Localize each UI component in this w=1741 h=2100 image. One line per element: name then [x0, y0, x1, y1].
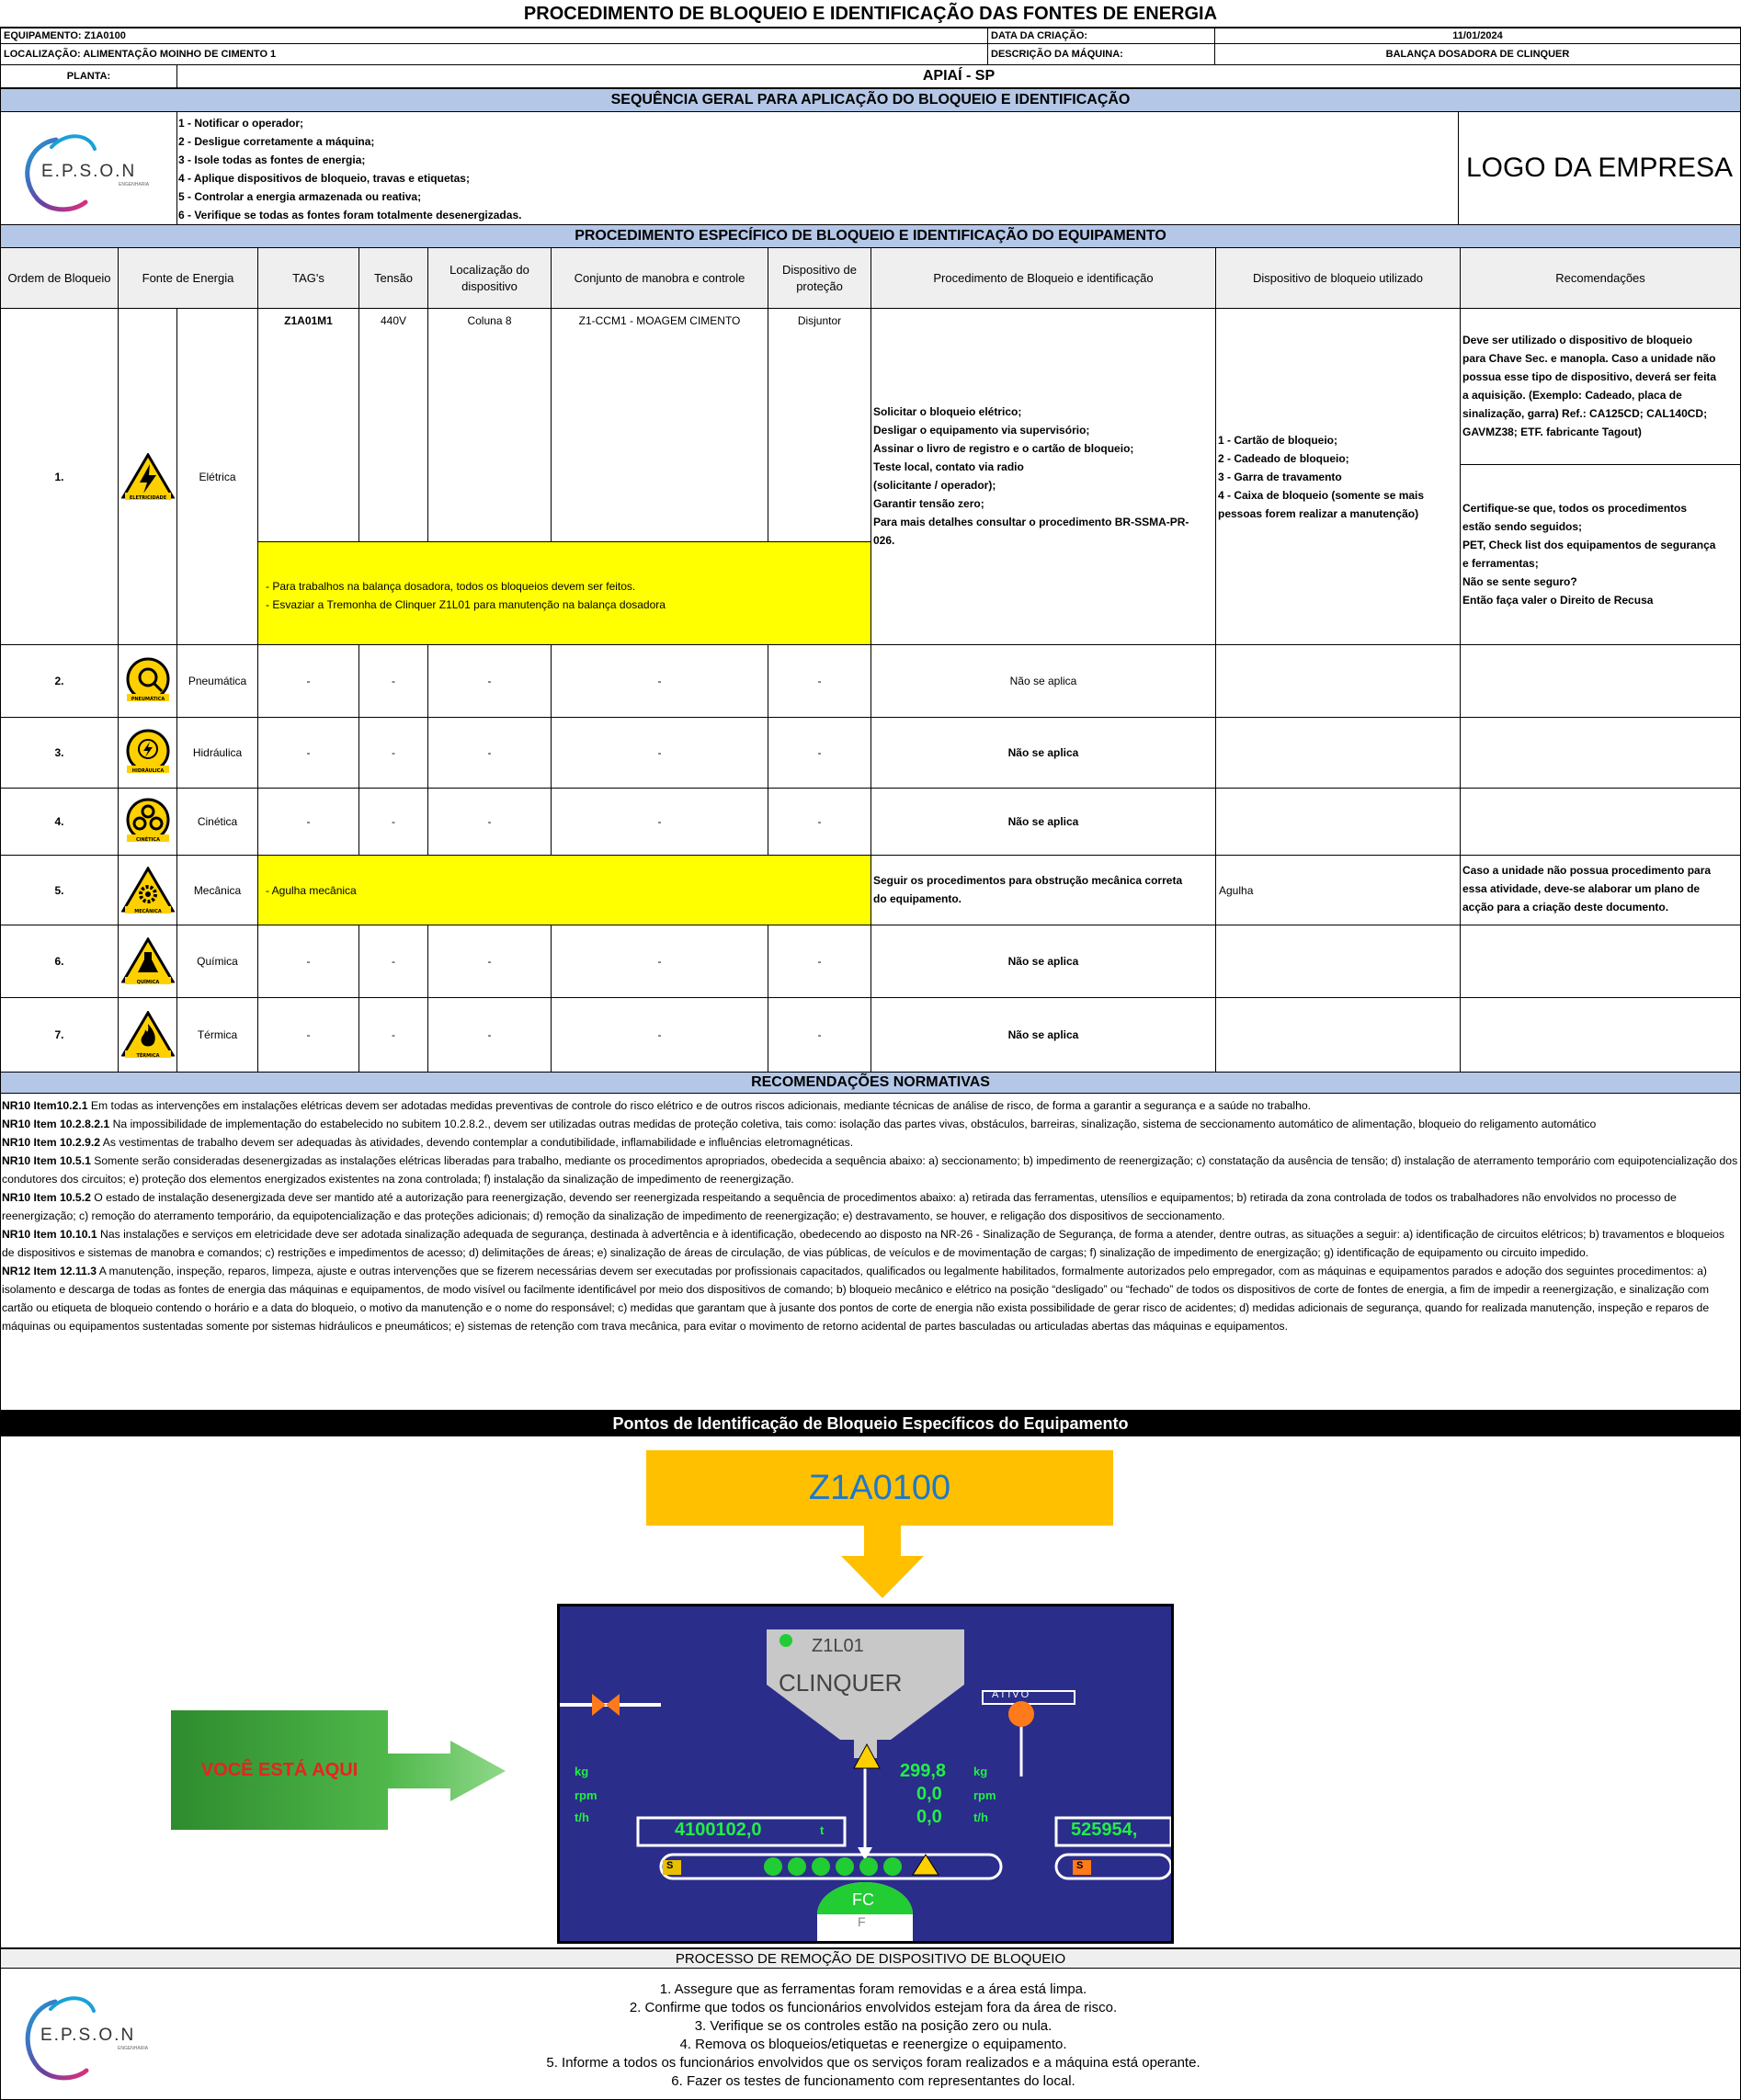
row3-order: 3. — [0, 717, 119, 789]
you-are-here-label: VOCÊ ESTÁ AQUI — [171, 1710, 388, 1830]
row4-icon-cell — [118, 788, 177, 856]
row5-order: 5. — [0, 855, 119, 925]
normativas-text — [2, 1096, 1739, 1335]
general-sequence-title: SEQUÊNCIA GERAL PARA APLICAÇÃO DO BLOQUEIO E IDENTIFICAÇÃO — [0, 88, 1741, 112]
normativa-ref: NR10 Item 10.2.8.2.1 — [2, 1118, 110, 1130]
general-step: 2 - Desligue corretamente a máquina; — [178, 135, 375, 148]
procedure-line: 026. — [873, 534, 895, 547]
hopper-label: CLINQUER — [779, 1669, 903, 1697]
recommend-line: Não se sente seguro? — [1462, 575, 1577, 588]
row4-tag: - — [257, 788, 359, 856]
normativa-item — [2, 1096, 1739, 1115]
row4-switchgear: - — [551, 788, 768, 856]
recommend-line: Caso a unidade não possua procedimento para — [1462, 864, 1712, 877]
device-line: 1 - Cartão de bloqueio; — [1218, 434, 1338, 447]
row6-switchgear: - — [551, 925, 768, 998]
row4-protection: - — [768, 788, 871, 856]
icon-label: HIDRÁULICA — [131, 768, 164, 774]
normativa-ref: NR10 Item10.2.1 — [2, 1099, 88, 1112]
procedure-line: do equipamento. — [873, 892, 962, 905]
col-header-source: Fonte de Energia — [118, 247, 258, 309]
normativa-ref: NR12 Item 12.11.3 — [2, 1265, 97, 1277]
row6-order: 6. — [0, 925, 119, 998]
row7-switchgear: - — [551, 997, 768, 1073]
row1-procedure — [870, 308, 1216, 645]
general-step: 1 - Notificar o operador; — [178, 117, 304, 130]
normativa-ref: NR10 Item 10.5.1 — [2, 1154, 91, 1167]
row4-procedure: Não se aplica — [870, 788, 1216, 856]
procedure-line: Solicitar o bloqueio elétrico; — [873, 405, 1022, 418]
row4-location: - — [427, 788, 552, 856]
row7-voltage: - — [358, 997, 428, 1073]
row3-switchgear: - — [551, 717, 768, 789]
general-step: 6 - Verifique se todas as fontes foram totalmente desenergizadas. — [178, 209, 522, 221]
row4-recommendations — [1460, 788, 1741, 856]
general-step: 5 - Controlar a energia armazenada ou reativa; — [178, 190, 422, 203]
recommend-line: estão sendo seguidos; — [1462, 520, 1583, 533]
normativa-text: Nas instalações e serviços em eletricidade deve ser adotada sinalização adequada de segurança, destinada à advertência e à identificação, obedecendo ao disposto na NR-26 - Sinalização de Segurança, de forma a atender, dentre outras, as situações a seguir: a) identificação de circuitos elétricos; b) travamentos e bloqueios de dispositivos e sistemas de manobra e comandos; c) restrições e impedimentos de acesso; d) delimitações de áreas; e) sinalização de áreas de circulação, de vias públicas, de veículos e de movimentação de cargas; f) sinalização de impedimento de energização; g) identificação de equipamento ou circuito impedido. — [2, 1228, 1724, 1259]
row2-icon-cell — [118, 644, 177, 718]
removal-title: PROCESSO DE REMOÇÃO DE DISPOSITIVO DE BLOQUEIO — [0, 1948, 1741, 1969]
plant-value: APIAÍ - SP — [176, 64, 1741, 88]
icon-label: QUÍMICA — [136, 980, 159, 985]
company-logo-placeholder: LOGO DA EMPRESA — [1458, 111, 1741, 225]
epson-logo-sub: ENGENHARIA — [118, 2046, 149, 2051]
device-line: pessoas forem realizar a manutenção) — [1218, 507, 1419, 520]
row2-order: 2. — [0, 644, 119, 718]
row1-recommend-top — [1460, 308, 1741, 465]
row7-icon-cell — [118, 997, 177, 1073]
normativa-text: Na impossibilidade de implementação do estabelecido no subitem 10.2.8.2., devem ser utilizadas outras medidas de proteção coletiva, tais como: isolação das partes vivas, obstáculos, barreiras, sinalização, sistema de seccionamento automático de alimentação, bloqueio do religamento automático — [109, 1118, 1597, 1130]
hopper-tag: Z1L01 — [812, 1636, 864, 1656]
normativa-item — [2, 1262, 1739, 1335]
row2-tag: - — [257, 644, 359, 718]
row2-protection: - — [768, 644, 871, 718]
row2-location: - — [427, 644, 552, 718]
equipment-label: EQUIPAMENTO: Z1A0100 — [0, 28, 988, 44]
total-unit: t — [820, 1823, 825, 1837]
removal-steps — [276, 1981, 1471, 2091]
procedure-line: Desligar o equipamento via supervisório; — [873, 424, 1090, 437]
row1-order: 1. — [0, 308, 119, 645]
row1-protection: Disjuntor — [768, 308, 871, 542]
row2-source: Pneumática — [176, 644, 258, 718]
right-arrow-icon — [386, 1741, 506, 1801]
row4-source: Cinética — [176, 788, 258, 856]
total-value: 4100102,0 — [675, 1820, 762, 1840]
hydraulic-hazard-icon — [121, 729, 175, 777]
epson-logo-box — [0, 111, 177, 225]
row5-procedure — [870, 855, 1216, 925]
row7-lock-device — [1215, 997, 1461, 1073]
row3-recommendations — [1460, 717, 1741, 789]
recommend-line: sinalização, garra) Ref.: CA125CD; CAL140CD; — [1462, 407, 1708, 420]
recommend-line: acção para a criação deste documento. — [1462, 901, 1669, 914]
row3-procedure: Não se aplica — [870, 717, 1216, 789]
col-header-lock-device: Dispositivo de bloqueio utilizado — [1215, 247, 1461, 309]
row2-switchgear: - — [551, 644, 768, 718]
machine-description-value: BALANÇA DOSADORA DE CLINQUER — [1214, 43, 1741, 65]
s-marker: S — [1076, 1860, 1084, 1871]
normativa-item — [2, 1225, 1739, 1262]
epson-logo-bottom — [18, 1994, 175, 2086]
col-header-order: Ordem de Bloqueio — [0, 247, 119, 309]
row1-source: Elétrica — [176, 308, 258, 645]
row6-lock-device — [1215, 925, 1461, 998]
recommend-line: possua esse tipo de dispositivo, deverá ser feita — [1462, 370, 1717, 383]
pneumatic-hazard-icon — [121, 657, 175, 705]
unit-rpm: rpm — [973, 1788, 996, 1802]
row3-lock-device — [1215, 717, 1461, 789]
chemical-hazard-icon — [121, 937, 175, 985]
row4-voltage: - — [358, 788, 428, 856]
recommend-line: Certifique-se que, todos os procedimentos — [1462, 502, 1688, 515]
normativas-title: RECOMENDAÇÕES NORMATIVAS — [0, 1072, 1741, 1094]
row7-order: 7. — [0, 997, 119, 1073]
procedure-line: (solicitante / operador); — [873, 479, 996, 492]
row2-lock-device — [1215, 644, 1461, 718]
procedure-line: Garantir tensão zero; — [873, 497, 984, 510]
fc-label: FC — [852, 1890, 874, 1909]
row2-recommendations — [1460, 644, 1741, 718]
col-header-recommendations: Recomendações — [1460, 247, 1741, 309]
col-header-protection: Dispositivo de proteção — [768, 247, 871, 309]
document-title: PROCEDIMENTO DE BLOQUEIO E IDENTIFICAÇÃO DAS FONTES DE ENERGIA — [0, 0, 1741, 28]
row7-recommendations — [1460, 997, 1741, 1073]
fc-sub: F — [858, 1914, 866, 1929]
general-steps — [176, 111, 1459, 225]
down-arrow-icon — [841, 1525, 924, 1598]
normativa-text: Em todas as intervenções em instalações elétricas devem ser adotadas medidas preventivas de controle do risco elétrico e de outros riscos adicionais, mediante técnicas de análise de risco, de forma a garantir a segurança e a saúde no trabalho. — [87, 1099, 1312, 1112]
recommend-line: GAVMZ38; ETF. fabricante Tagout) — [1462, 426, 1642, 438]
recommend-line: e ferramentas; — [1462, 557, 1539, 570]
normativa-text: As vestimentas de trabalho devem ser adequadas às atividades, devendo contemplar a condutibilidade, inflamabilidade e influências eletromagnéticas. — [100, 1136, 854, 1149]
col-header-device-location: Localização do dispositivo — [427, 247, 552, 309]
icon-label: PNEUMÁTICA — [131, 697, 165, 702]
creation-date-value: 11/01/2024 — [1214, 28, 1741, 44]
normativa-item — [2, 1133, 1739, 1152]
removal-step: 5. Informe a todos os funcionários envolvidos que os serviços foram realizados e a máquina está operante. — [546, 2055, 1200, 2071]
recommend-line: Então faça valer o Direito de Recusa — [1462, 594, 1654, 607]
row6-source: Química — [176, 925, 258, 998]
row3-voltage: - — [358, 717, 428, 789]
points-title: Pontos de Identificação de Bloqueio Específicos do Equipamento — [0, 1411, 1741, 1436]
row1-switchgear: Z1-CCM1 - MOAGEM CIMENTO — [551, 308, 768, 542]
row6-recommendations — [1460, 925, 1741, 998]
row6-tag: - — [257, 925, 359, 998]
recommend-line: Deve ser utilizado o dispositivo de bloqueio — [1462, 334, 1693, 346]
row1-recommend-bottom — [1460, 464, 1741, 645]
col-header-voltage: Tensão — [358, 247, 428, 309]
unit-kg: kg — [973, 1765, 988, 1778]
recommend-line: PET, Check list dos equipamentos de segurança — [1462, 539, 1716, 551]
normativa-text: O estado de instalação desenergizada deve ser mantido até a autorização para reenergização, devendo ser reenergizada respeitando a sequência de procedimentos abaixo: a) retirada das ferramentas, utensílios e equipamentos; b) retirada da zona controlada de todos os trabalhadores não envolvidos no processo de reenergização; c) remoção do aterramento temporário, da equipotencialização e das proteções adicionais; d) remoção da sinalização de impedimento de reenergização; e) destravamento, se houver, e religação dos dispositivos de seccionamento. — [2, 1191, 1677, 1222]
row7-location: - — [427, 997, 552, 1073]
removal-step: 6. Fazer os testes de funcionamento com representantes do local. — [671, 2073, 1075, 2089]
normativa-item — [2, 1188, 1739, 1225]
normativa-ref: NR10 Item 10.2.9.2 — [2, 1136, 101, 1149]
removal-step: 2. Confirme que todos os funcionários envolvidos estejam fora da área de risco. — [629, 2000, 1118, 2015]
row7-tag: - — [257, 997, 359, 1073]
row7-source: Térmica — [176, 997, 258, 1073]
icon-label: MECÂNICA — [133, 908, 162, 914]
row4-order: 4. — [0, 788, 119, 856]
right-total-value: 525954, — [1071, 1820, 1138, 1840]
row6-protection: - — [768, 925, 871, 998]
left-unit-th: t/h — [575, 1811, 589, 1824]
row7-protection: - — [768, 997, 871, 1073]
general-step: 3 - Isole todas as fontes de energia; — [178, 153, 366, 166]
yellow-note: - Esvaziar a Tremonha de Clinquer Z1L01 para manutenção na balança dosadora — [266, 598, 666, 611]
icon-label: CINÉTICA — [135, 837, 160, 843]
row3-location: - — [427, 717, 552, 789]
value-rpm: 0,0 — [916, 1784, 942, 1804]
row1-tag: Z1A01M1 — [257, 308, 359, 542]
electricity-hazard-icon — [121, 453, 175, 501]
epson-logo-text: E.P.S.O.N — [40, 2026, 136, 2045]
row5-yellow-note: - Agulha mecânica — [257, 855, 871, 925]
normativa-text: Somente serão consideradas desenergizadas as instalações elétricas liberadas para trabalho, mediante os procedimentos apropriados, obedecida a sequência abaixo: a) seccionamento; b) impedimento de reenergização; c) constatação da ausência de tensão; d) instalação de aterramento temporário com equipotencialização dos condutores dos circuitos; e) proteção dos elementos energizados existentes na zona controlada; f) instalação da sinalização de impedimento de reenergização. — [2, 1154, 1738, 1186]
left-unit-kg: kg — [575, 1765, 589, 1778]
normativa-item — [2, 1152, 1739, 1188]
normativa-ref: NR10 Item 10.5.2 — [2, 1191, 91, 1204]
specific-procedure-title: PROCEDIMENTO ESPECÍFICO DE BLOQUEIO E IDENTIFICAÇÃO DO EQUIPAMENTO — [0, 224, 1741, 248]
machine-description-label: DESCRIÇÃO DA MÁQUINA: — [987, 43, 1215, 65]
creation-date-label: DATA DA CRIAÇÃO: — [987, 28, 1215, 44]
row6-procedure: Não se aplica — [870, 925, 1216, 998]
thermal-hazard-icon — [121, 1011, 175, 1059]
kinetic-hazard-icon — [121, 798, 175, 846]
row1-yellow-notes — [257, 541, 871, 645]
col-header-tags: TAG's — [257, 247, 359, 309]
left-unit-rpm: rpm — [575, 1788, 597, 1802]
mechanical-hazard-icon — [121, 867, 175, 914]
removal-step: 3. Verifique se os controles estão na posição zero ou nula. — [694, 2018, 1053, 2034]
row5-recommendations — [1460, 855, 1741, 925]
row2-procedure: Não se aplica — [870, 644, 1216, 718]
row4-lock-device — [1215, 788, 1461, 856]
unit-th: t/h — [973, 1811, 988, 1824]
scada-screen — [557, 1604, 1174, 1944]
epson-logo-sub: ENGENHARIA — [119, 182, 150, 187]
s-marker: S — [666, 1860, 674, 1871]
col-header-switchgear: Conjunto de manobra e controle — [551, 247, 768, 309]
removal-step: 1. Assegure que as ferramentas foram removidas e a área está limpa. — [659, 1981, 1087, 1997]
location-label: LOCALIZAÇÃO: ALIMENTAÇÃO MOINHO DE CIMENTO 1 — [0, 43, 988, 65]
icon-label: ELETRICIDADE — [129, 494, 166, 501]
equipment-tag-box: Z1A0100 — [646, 1450, 1113, 1526]
row6-location: - — [427, 925, 552, 998]
recommend-line: essa atividade, deve-se alaborar um plano de — [1462, 882, 1701, 895]
value-kg: 299,8 — [900, 1761, 947, 1781]
general-step: 4 - Aplique dispositivos de bloqueio, travas e etiquetas; — [178, 172, 470, 185]
col-header-procedure: Procedimento de Bloqueio e identificação — [870, 247, 1216, 309]
yellow-note: - Para trabalhos na balança dosadora, todos os bloqueios devem ser feitos. — [266, 580, 636, 593]
epson-logo-text: E.P.S.O.N — [41, 162, 137, 181]
row5-icon-cell — [118, 855, 177, 925]
row5-lock-device: Agulha — [1215, 855, 1461, 925]
removal-step: 4. Remova os bloqueios/etiquetas e reenergize o equipamento. — [679, 2037, 1067, 2052]
normativa-ref: NR10 Item 10.10.1 — [2, 1228, 97, 1241]
row3-icon-cell — [118, 717, 177, 789]
row3-source: Hidráulica — [176, 717, 258, 789]
normativa-item — [2, 1115, 1739, 1133]
row5-source: Mecânica — [176, 855, 258, 925]
procedure-line: Seguir os procedimentos para obstrução mecânica correta — [873, 874, 1183, 887]
procedure-line: Assinar o livro de registro e o cartão de bloqueio; — [873, 442, 1134, 455]
device-line: 4 - Caixa de bloqueio (somente se mais — [1218, 489, 1425, 502]
row6-icon-cell — [118, 925, 177, 998]
status-label: ATIVO — [992, 1689, 1031, 1700]
row6-voltage: - — [358, 925, 428, 998]
row1-icon-cell — [118, 308, 177, 645]
device-line: 3 - Garra de travamento — [1218, 471, 1342, 483]
device-line: 2 - Cadeado de bloqueio; — [1218, 452, 1349, 465]
procedure-line: Teste local, contato via radio — [873, 460, 1024, 473]
row3-protection: - — [768, 717, 871, 789]
row2-voltage: - — [358, 644, 428, 718]
icon-label: TÉRMICA — [135, 1053, 160, 1059]
value-th: 0,0 — [916, 1807, 942, 1827]
row3-tag: - — [257, 717, 359, 789]
recommend-line: para Chave Sec. e manopla. Caso a unidade não — [1462, 352, 1716, 365]
plant-label: PLANTA: — [0, 64, 177, 88]
procedure-line: Para mais detalhes consultar o procedimento BR-SSMA-PR- — [873, 516, 1189, 528]
row7-procedure: Não se aplica — [870, 997, 1216, 1073]
row1-lock-devices — [1215, 308, 1461, 645]
row1-voltage: 440V — [358, 308, 428, 542]
recommend-line: a aquisição. (Exemplo: Cadeado, placa de — [1462, 389, 1682, 402]
normativa-text: A manutenção, inspeção, reparos, limpeza, ajuste e outras intervenções que se fizerem necessárias devem ser executadas por profissionais capacitados, qualificados ou legalmente habilitados, formalmente autorizados pelo empregador, com as máquinas e equipamentos parados e adoção dos seguintes procedimentos: a) isolamento e descarga de todas as fontes de energia das máquinas e equipamentos, de modo visível ou facilmente identificável por meio dos dispositivos de comando; b) bloqueio mecânico e elétrico na posição “desligado” ou “fechado” de todos os dispositivos de corte de fontes de energia, a fim de impedir a reenergização, e sinalização com cartão ou etiqueta de bloqueio contendo o horário e a data do bloqueio, o motivo da manutenção e o nome do responsável; c) medidas que garantam que à jusante dos pontos de corte de energia não exista possibilidade de gerar risco de acidentes; d) medidas adicionais de segurança, quando for realizada manutenção, inspeção e reparos de máquinas ou equipamentos sustentadas somente por sistemas hidráulicos e pneumáticos; e) sistemas de retenção com trava mecânica, para evitar o movimento de retorno acidental de partes basculadas ou articuladas abertas das máquinas e equipamentos. — [2, 1265, 1710, 1333]
row1-location: Coluna 8 — [427, 308, 552, 542]
